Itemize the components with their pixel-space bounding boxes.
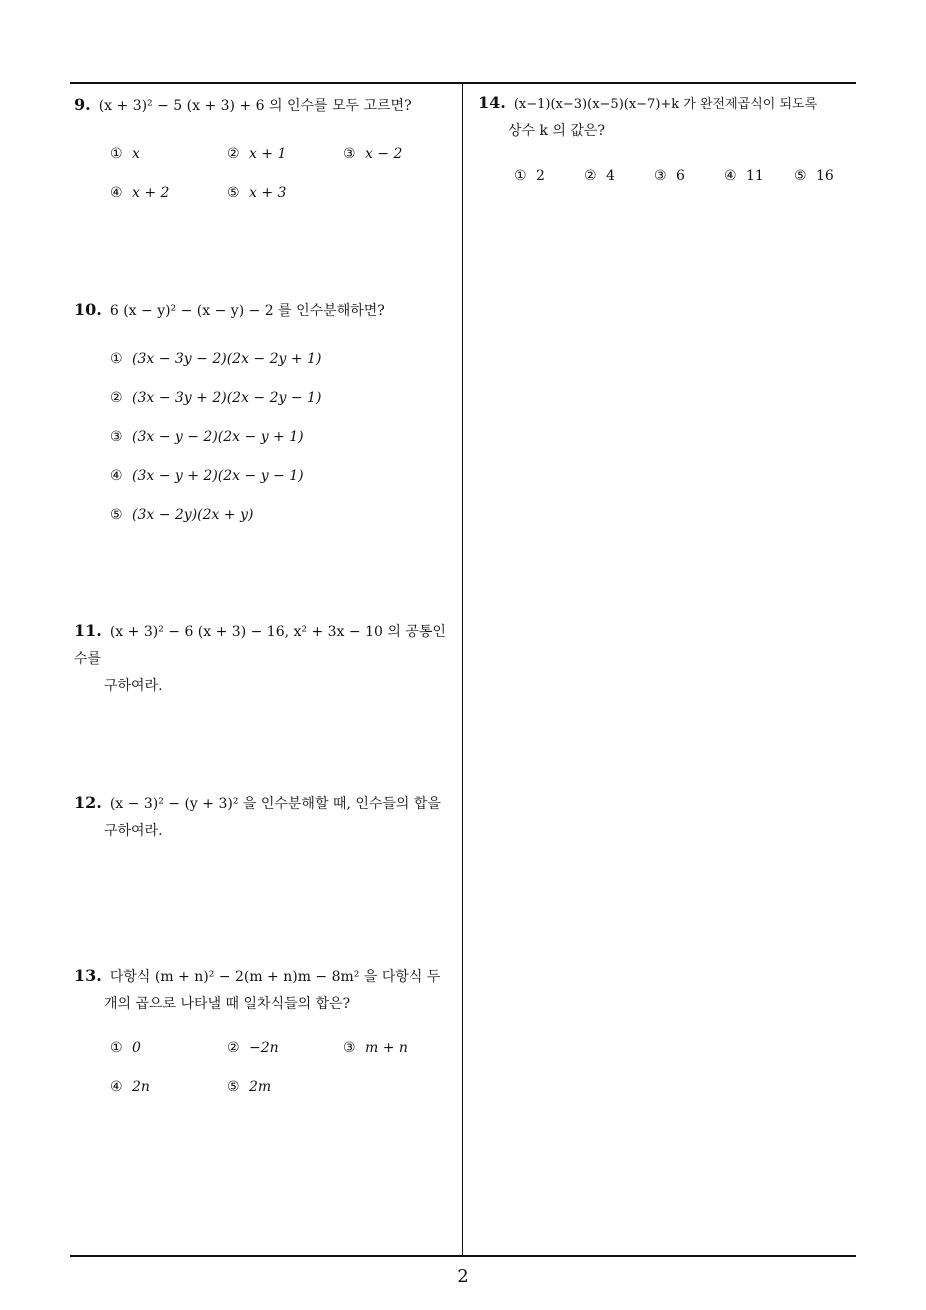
choice-1[interactable]: ① 2 [514,168,545,184]
question-number: 11. [74,621,102,640]
choice-1[interactable]: ① (3x − 3y − 2)(2x − 2y + 1) [110,351,322,367]
choice-2[interactable]: ② x + 1 [227,146,287,162]
question-stem-line1: 다항식 (m + n)² − 2(m + n)m − 8m² 을 다항식 두 [109,969,441,985]
question-stem-line1: (x−1)(x−3)(x−5)(x−7)+k 가 완전제곱식이 되도록 [513,97,818,112]
question-11 [74,617,459,700]
question-stem: 6 (x − y)² − (x − y) − 2 를 인수분해하면? [109,303,385,319]
choice-3[interactable]: ③ x − 2 [343,146,403,162]
choice-1[interactable]: ① x [110,146,140,162]
question-number: 10. [74,300,102,319]
question-12 [74,789,459,845]
choice-1[interactable]: ① 0 [110,1040,141,1056]
choice-2[interactable]: ② (3x − 3y + 2)(2x − 2y − 1) [110,390,322,406]
question-13 [74,962,459,1018]
question-stem: (x + 3)² − 5 (x + 3) + 6 의 인수를 모두 고르면? [98,98,412,114]
question-stem-line2: 구하여라. [104,678,163,694]
question-stem-line2: 구하여라. [104,823,163,839]
choice-2[interactable]: ② −2n [227,1040,279,1056]
question-10 [74,296,385,325]
question-number: 14. [478,93,506,112]
question-number: 13. [74,966,102,985]
question-14 [478,89,858,145]
choice-4[interactable]: ④ x + 2 [110,185,170,201]
bottom-rule [70,1255,856,1257]
page-number: 2 [457,1266,469,1287]
choice-4[interactable]: ④ 11 [724,168,764,184]
question-number: 9. [74,95,91,114]
choice-5[interactable]: ⑤ 2m [227,1079,272,1095]
question-9 [74,91,412,120]
column-divider [462,82,463,1257]
choice-3[interactable]: ③ m + n [343,1040,408,1056]
choice-5[interactable]: ⑤ (3x − 2y)(2x + y) [110,507,254,523]
choice-4[interactable]: ④ (3x − y + 2)(2x − y − 1) [110,468,304,484]
choice-5[interactable]: ⑤ x + 3 [227,185,287,201]
question-stem-line1: (x − 3)² − (y + 3)² 을 인수분해할 때, 인수들의 합을 [109,796,441,812]
question-stem-line2: 개의 곱으로 나타낼 때 일차식들의 합은? [104,996,351,1012]
question-stem-line1: (x + 3)² − 6 (x + 3) − 16, x² + 3x − 10 의 공통인수를 [74,624,446,667]
choice-3[interactable]: ③ 6 [654,168,685,184]
question-number: 12. [74,793,102,812]
choice-3[interactable]: ③ (3x − y − 2)(2x − y + 1) [110,429,304,445]
choice-2[interactable]: ② 4 [584,168,615,184]
choice-5[interactable]: ⑤ 16 [794,168,834,184]
question-stem-line2: 상수 k 의 값은? [508,123,605,139]
choice-4[interactable]: ④ 2n [110,1079,150,1095]
